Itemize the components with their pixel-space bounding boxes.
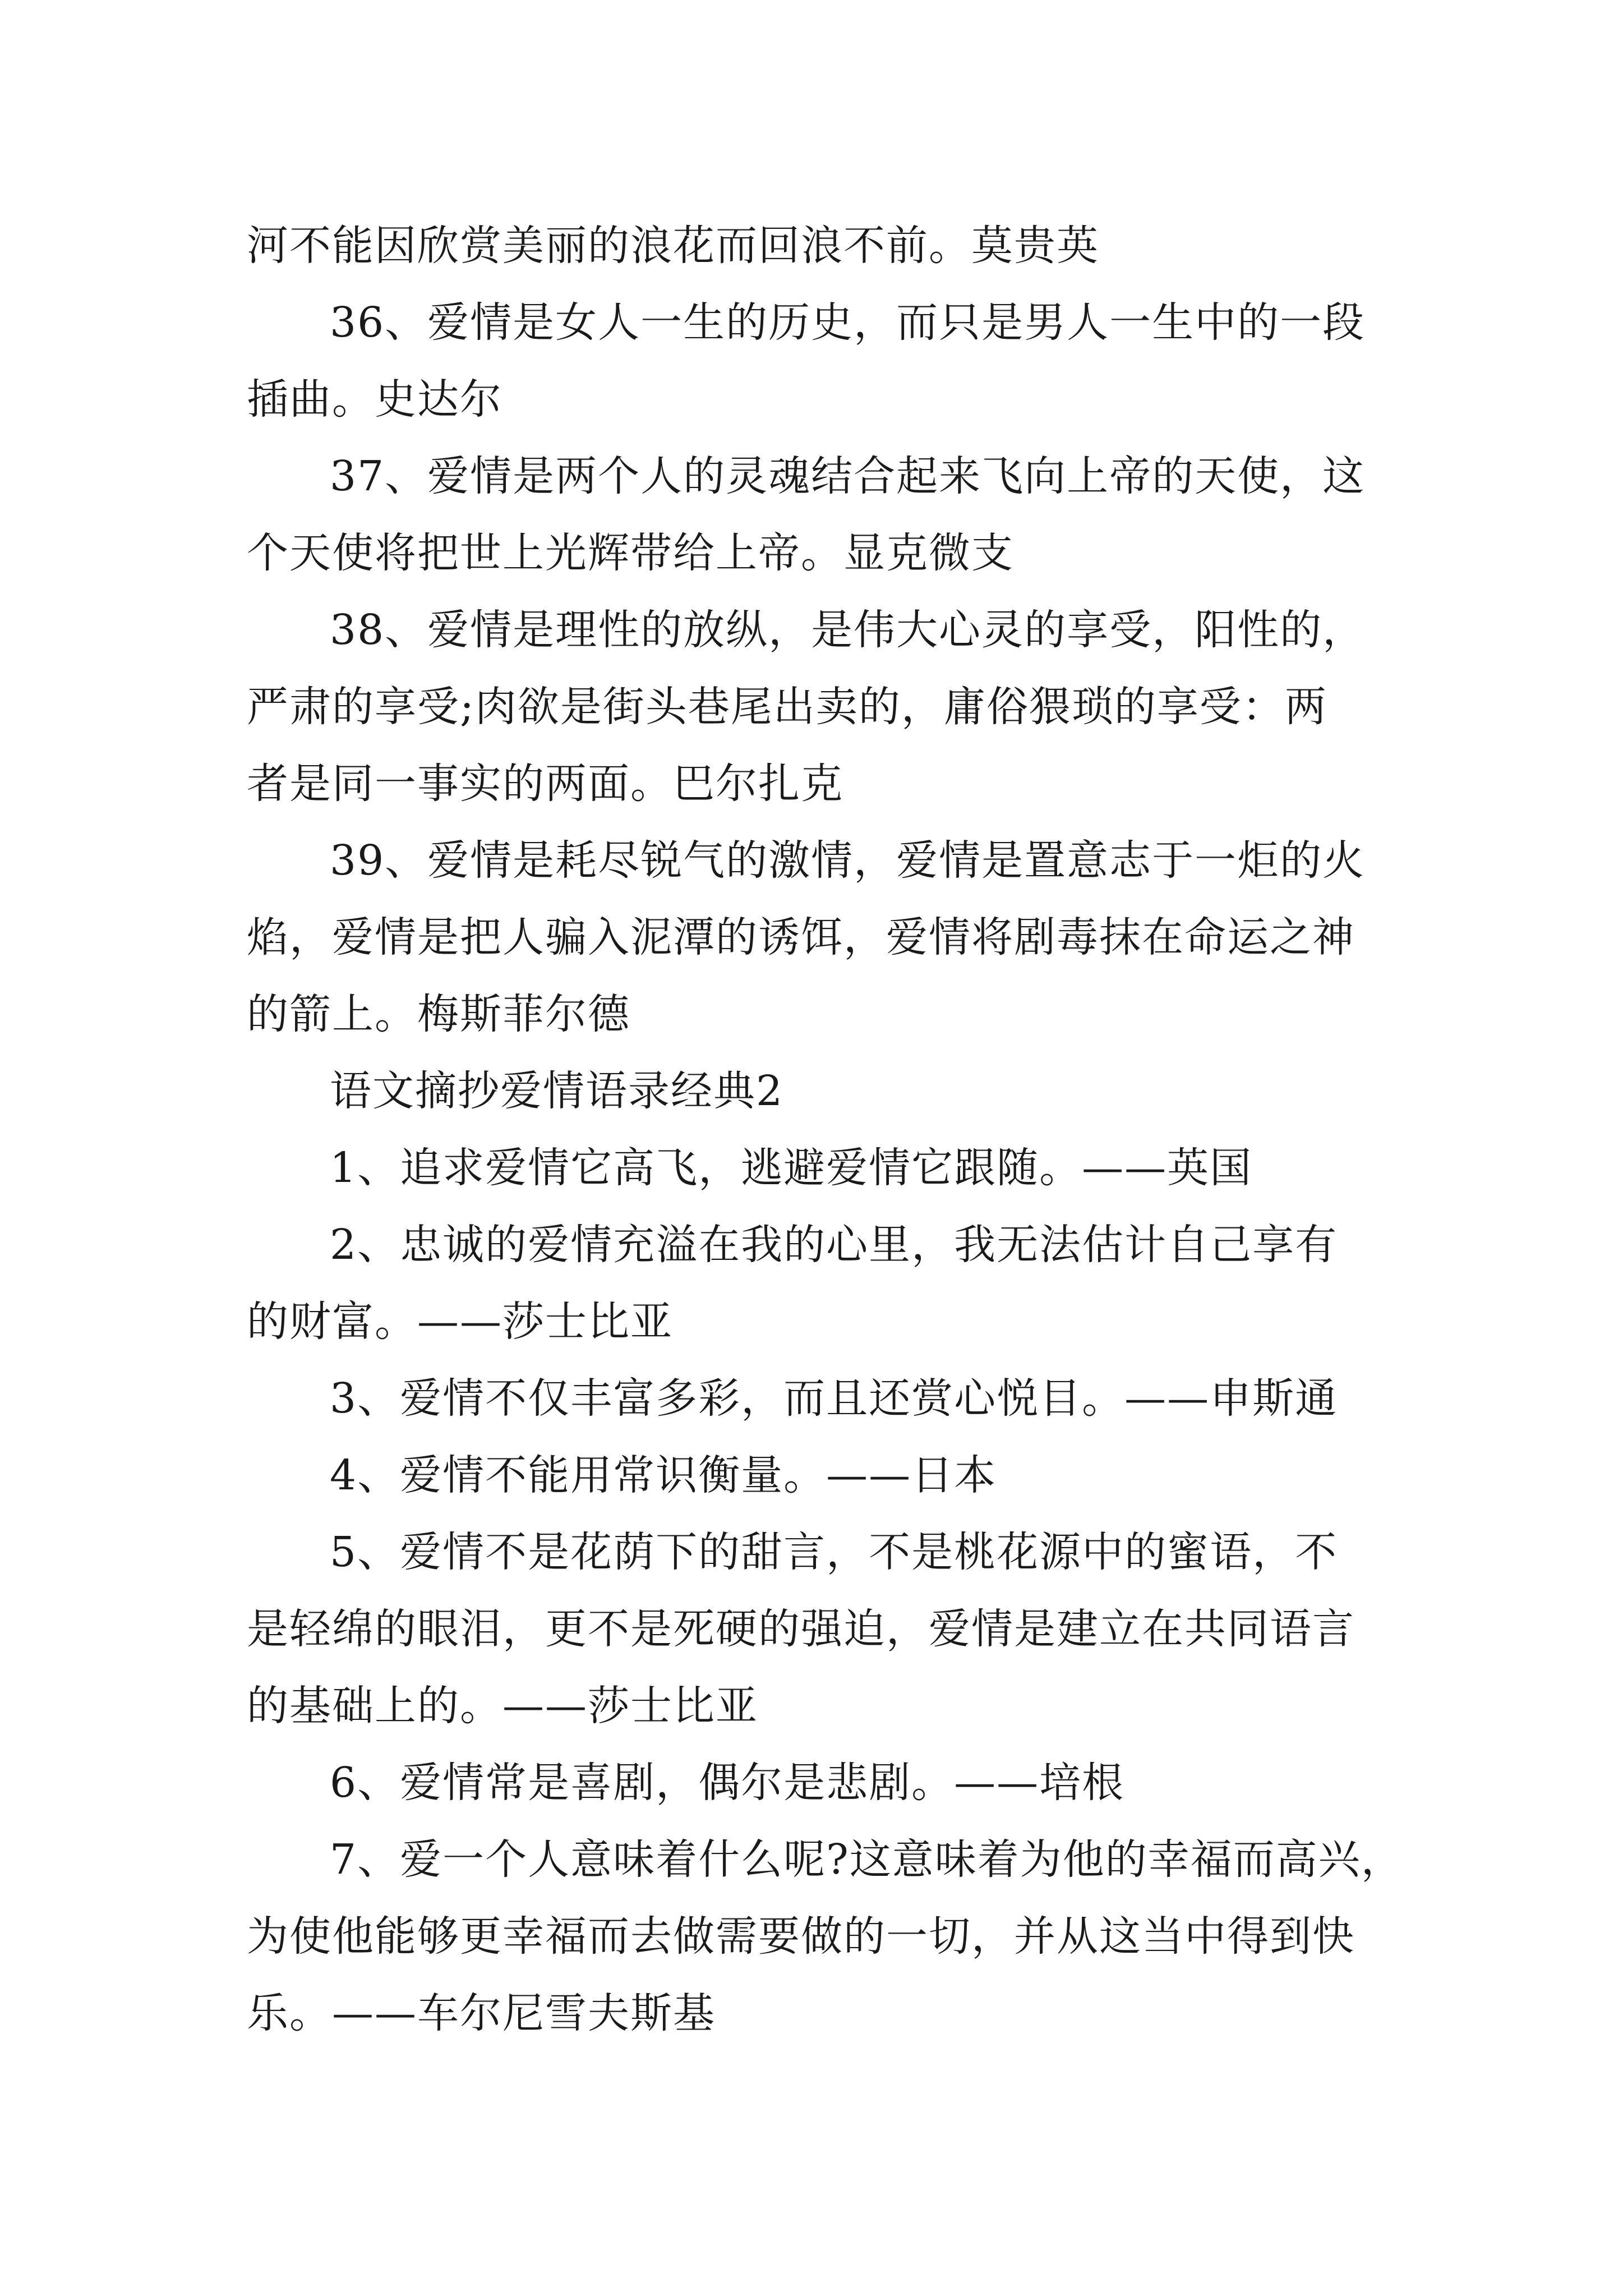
text-line: 是轻绵的眼泪，更不是死硬的强迫，爱情是建立在共同语言 — [247, 1605, 1355, 1653]
text-line: 39、爱情是耗尽锐气的激情，爱情是置意志于一炬的火 — [330, 836, 1366, 885]
text-line: 为使他能够更幸福而去做需要做的一切，并从这当中得到快 — [247, 1912, 1355, 1961]
text-line: 的箭上。梅斯菲尔德 — [247, 990, 630, 1038]
section-heading: 语文摘抄爱情语录经典2 — [330, 1067, 784, 1115]
text-line: 38、爱情是理性的放纵，是伟大心灵的享受，阳性的， — [330, 606, 1366, 654]
text-line: 1、追求爱情它高飞，逃避爱情它跟随。——英国 — [330, 1144, 1253, 1192]
text-line: 者是同一事实的两面。巴尔扎克 — [247, 760, 843, 808]
text-line: 2、忠诚的爱情充溢在我的心里，我无法估计自己享有 — [330, 1221, 1338, 1269]
text-line: 焰，爱情是把人骗入泥潭的诱饵，爱情将剧毒抹在命运之神 — [247, 913, 1355, 961]
text-line: 36、爱情是女人一生的历史，而只是男人一生中的一段 — [330, 298, 1366, 347]
text-line: 5、爱情不是花荫下的甜言，不是桃花源中的蜜语，不 — [330, 1528, 1338, 1576]
text-line: 河不能因欣赏美丽的浪花而回浪不前。莫贵英 — [247, 222, 1099, 270]
text-line: 7、爱一个人意味着什么呢?这意味着为他的幸福而高兴， — [330, 1835, 1404, 1884]
text-line: 乐。——车尔尼雪夫斯基 — [247, 1989, 716, 2037]
text-line: 4、爱情不能用常识衡量。——日本 — [330, 1451, 997, 1499]
text-line: 6、爱情常是喜剧，偶尔是悲剧。——培根 — [330, 1759, 1125, 1807]
text-line: 个天使将把世上光辉带给上帝。显克微支 — [247, 529, 1014, 577]
text-line: 3、爱情不仅丰富多彩，而且还赏心悦目。——申斯通 — [330, 1374, 1338, 1423]
text-line: 严肃的享受;肉欲是街头巷尾出卖的，庸俗猥琐的享受：两 — [247, 683, 1327, 731]
text-line: 插曲。史达尔 — [247, 375, 502, 424]
document-body — [247, 208, 1402, 2052]
text-line: 的财富。——莎士比亚 — [247, 1297, 673, 1346]
text-line: 的基础上的。——莎士比亚 — [247, 1682, 758, 1730]
text-line: 37、爱情是两个人的灵魂结合起来飞向上帝的天使，这 — [330, 452, 1366, 500]
